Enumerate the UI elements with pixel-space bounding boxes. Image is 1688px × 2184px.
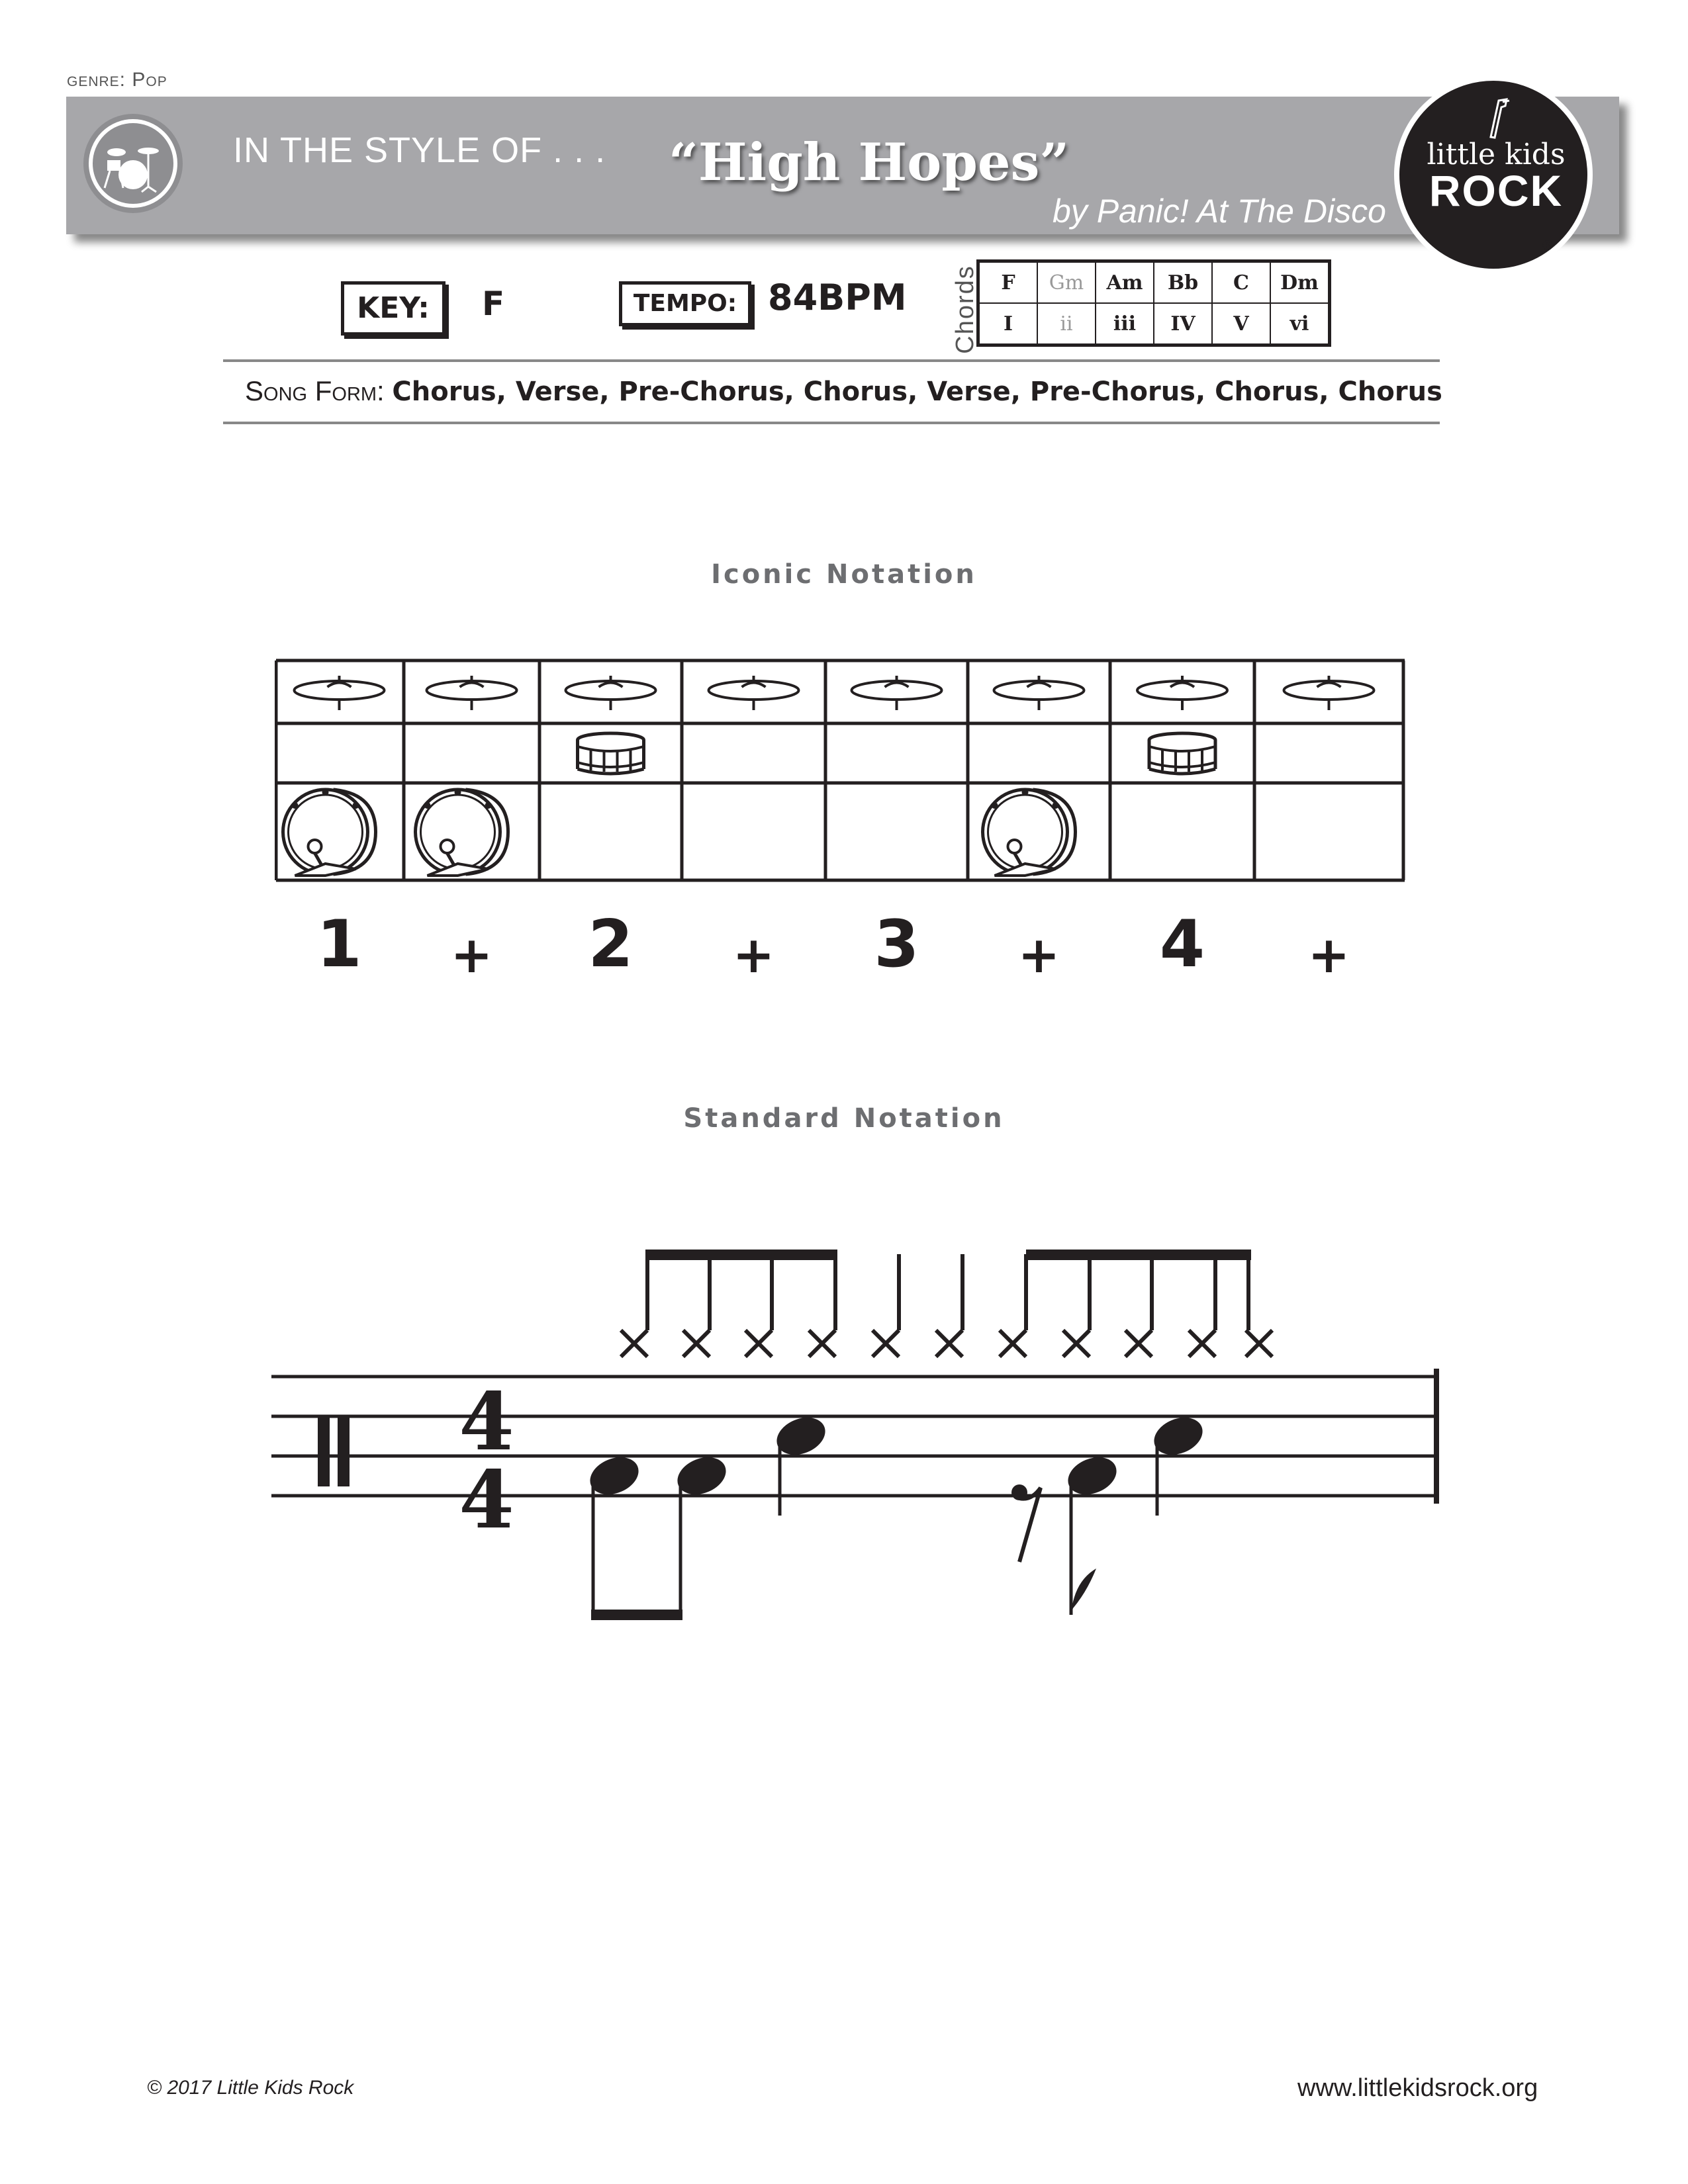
iconic-notation-title: Iconic Notation <box>711 559 977 590</box>
artist-name: by Panic! At The Disco <box>1053 193 1386 230</box>
genre-label: genre: Pop <box>67 69 167 91</box>
kick-note <box>1062 1451 1122 1615</box>
chord-table <box>976 259 1331 347</box>
drum-kit-icon <box>83 114 183 213</box>
hihat-note <box>1246 1254 1272 1357</box>
logo-text-small: little kids <box>1427 138 1566 171</box>
chord-names-row <box>978 261 1330 304</box>
chord-name: Am <box>1096 261 1154 304</box>
chords-label-box <box>943 262 979 355</box>
hihat-cymbal-icon <box>994 676 1084 710</box>
snare-note <box>1149 1411 1208 1516</box>
chord-name: C <box>1212 261 1270 304</box>
chords-label: Chords <box>951 265 979 354</box>
time-signature-bottom: 4 <box>459 1453 514 1547</box>
registered-mark: ® <box>1542 237 1554 253</box>
hihat-cymbal-icon <box>709 676 799 710</box>
percussion-clef-icon <box>318 1418 350 1486</box>
hihat-note <box>936 1254 962 1357</box>
standard-notation-title: Standard Notation <box>683 1103 1005 1134</box>
eighth-rest-icon <box>1011 1484 1041 1562</box>
hihat-beam-1 <box>645 1250 837 1260</box>
chord-name: Gm <box>1037 261 1096 304</box>
bass-drum-icon <box>983 789 1076 876</box>
snare-notes <box>771 1411 1208 1516</box>
hihat-notes-2 <box>1125 1254 1272 1357</box>
hihat-note <box>1063 1254 1090 1357</box>
logo-text-big: ROCK <box>1429 166 1564 215</box>
hihat-cymbal-icon <box>566 676 656 710</box>
chord-numeral: IV <box>1154 303 1212 345</box>
hihat-cymbal-icon <box>1137 676 1227 710</box>
hihat-note <box>1125 1254 1152 1357</box>
hihat-notes <box>621 1254 1090 1357</box>
count-beat: 2 <box>588 907 633 982</box>
snare-drum-icon <box>1149 733 1215 774</box>
guitar-icon <box>1479 94 1519 140</box>
tempo-value: 84BPM <box>768 277 907 318</box>
time-signature-top: 4 <box>459 1375 514 1469</box>
divider-top <box>223 359 1440 362</box>
hihat-note <box>745 1254 772 1357</box>
bass-drum-icon <box>416 789 508 876</box>
hihat-cymbal-icon <box>295 676 385 710</box>
chord-numeral: V <box>1212 303 1270 345</box>
count-and: + <box>450 925 493 984</box>
bass-drum-icon <box>283 789 376 876</box>
kick-notes <box>585 1451 1122 1620</box>
chord-numerals-row <box>978 303 1330 345</box>
hihat-note <box>1189 1254 1215 1357</box>
hihat-note <box>809 1254 835 1357</box>
count-and: + <box>732 925 775 984</box>
song-form <box>245 375 1442 407</box>
drum-staff <box>265 1224 1456 1655</box>
divider-bottom <box>223 422 1440 424</box>
chord-name: Dm <box>1270 261 1330 304</box>
count-beat: 1 <box>316 907 362 982</box>
chord-name: Bb <box>1154 261 1212 304</box>
count-and: + <box>1307 925 1350 984</box>
chord-name: F <box>978 261 1038 304</box>
hihat-cymbal-icon <box>427 676 517 710</box>
copyright: © 2017 Little Kids Rock <box>147 2077 354 2099</box>
hihat-cymbal-icon <box>1284 676 1374 710</box>
hihat-cymbal-icon <box>852 676 942 710</box>
tempo-label: TEMPO: <box>619 281 751 326</box>
chord-numeral: ii <box>1037 303 1096 345</box>
key-label: KEY: <box>341 281 445 336</box>
snare-note <box>771 1411 831 1516</box>
kick-note <box>672 1451 731 1618</box>
iconic-notation-grid <box>275 659 1407 897</box>
chord-numeral: iii <box>1096 303 1154 345</box>
staff-lines <box>271 1377 1436 1496</box>
hihat-note <box>621 1254 647 1357</box>
kick-beam <box>591 1610 682 1620</box>
chord-numeral: I <box>978 303 1038 345</box>
song-form-label: Song Form: <box>245 375 385 406</box>
song-form-sections: Chorus, Verse, Pre-Chorus, Chorus, Verse, Pre-Chorus, Chorus, Chorus <box>392 377 1442 407</box>
hihat-note <box>1000 1254 1026 1357</box>
count-beat: 4 <box>1159 907 1205 982</box>
hihat-note <box>872 1254 899 1357</box>
grid-icons <box>283 676 1374 876</box>
kick-note <box>585 1451 644 1618</box>
count-and: + <box>1017 925 1060 984</box>
snare-drum-icon <box>578 733 644 774</box>
in-the-style-of: IN THE STYLE OF . . . <box>233 130 606 170</box>
chord-numeral: vi <box>1270 303 1330 345</box>
key-value: F <box>482 285 505 323</box>
count-beat: 3 <box>874 907 919 982</box>
website-link[interactable]: www.littlekidsrock.org <box>1297 2074 1538 2102</box>
hihat-note <box>683 1254 710 1357</box>
song-title: “High Hopes” <box>669 132 1070 193</box>
